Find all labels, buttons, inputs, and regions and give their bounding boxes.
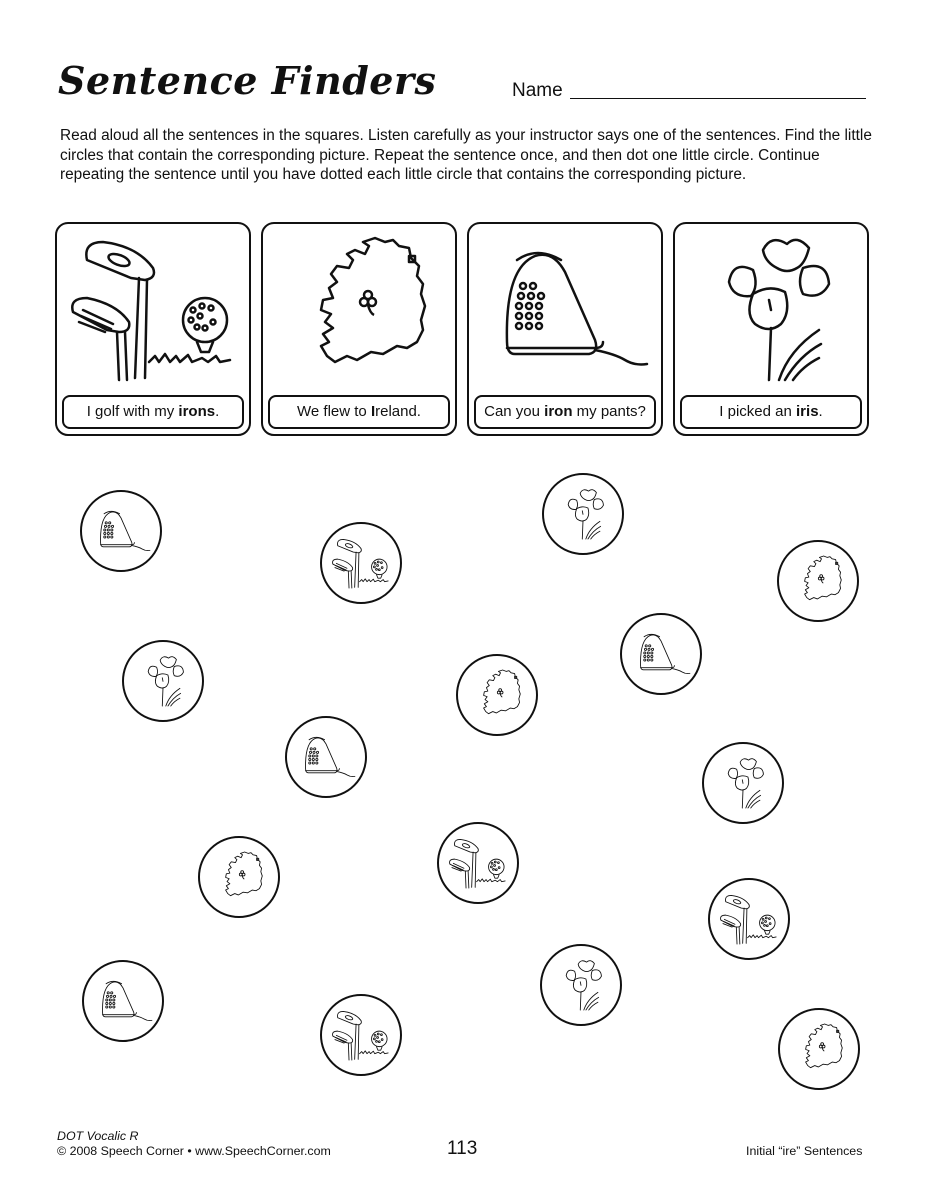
dot-circle[interactable] (80, 490, 162, 572)
dot-circle[interactable] (778, 1008, 860, 1090)
dot-circle[interactable] (198, 836, 280, 918)
ireland-map-icon (787, 550, 849, 612)
dot-circle[interactable] (320, 994, 402, 1076)
clothes-iron-icon (92, 970, 154, 1032)
name-field-line[interactable] (570, 98, 866, 99)
clothes-iron-icon (477, 230, 653, 388)
dot-circle[interactable] (122, 640, 204, 722)
copyright-text: © 2008 Speech Corner • www.SpeechCorner.com (57, 1144, 331, 1158)
ireland-map-icon (271, 230, 447, 388)
dot-circle[interactable] (456, 654, 538, 736)
card-ireland[interactable] (261, 222, 457, 436)
dot-circle[interactable] (702, 742, 784, 824)
name-label: Name (512, 80, 563, 101)
golf-irons-icon (447, 832, 509, 894)
dot-circle[interactable] (82, 960, 164, 1042)
dot-circle[interactable] (320, 522, 402, 604)
clothes-iron-icon (630, 623, 692, 685)
series-label: DOT Vocalic R (57, 1129, 139, 1143)
ireland-map-icon (788, 1018, 850, 1080)
card-caption: I golf with my irons. (62, 395, 244, 429)
instructions-text: Read aloud all the sentences in the squares. Listen carefully as your instructor says one of the sentences. Find the little circles that contain the corresponding picture. Repeat the sentence once, and then dot one little circle. Continue repeating the sentence until you have dotted each little circle that contains the corresponding picture. (60, 127, 872, 183)
iris-flower-icon (552, 483, 614, 545)
card-caption: We flew to Ireland. (268, 395, 450, 429)
card-iron[interactable] (467, 222, 663, 436)
golf-irons-icon (330, 1004, 392, 1066)
golf-irons-icon (330, 532, 392, 594)
page-title: Sentence Finders (58, 58, 437, 103)
page-number: 113 (447, 1138, 478, 1159)
footer-left (57, 1129, 331, 1159)
dot-circle[interactable] (540, 944, 622, 1026)
dot-circle[interactable] (437, 822, 519, 904)
golf-irons-icon (718, 888, 780, 950)
dot-circle[interactable] (620, 613, 702, 695)
topic-label: Initial “ire” Sentences (746, 1144, 863, 1158)
card-caption: Can you iron my pants? (474, 395, 656, 429)
iris-flower-icon (712, 752, 774, 814)
dot-circle[interactable] (708, 878, 790, 960)
iris-flower-icon (550, 954, 612, 1016)
dot-circle[interactable] (542, 473, 624, 555)
clothes-iron-icon (90, 500, 152, 562)
golf-irons-icon (65, 230, 241, 388)
card-caption: I picked an iris. (680, 395, 862, 429)
card-golf[interactable] (55, 222, 251, 436)
ireland-map-icon (208, 846, 270, 908)
iris-flower-icon (132, 650, 194, 712)
iris-flower-icon (683, 230, 859, 388)
clothes-iron-icon (295, 726, 357, 788)
card-iris[interactable] (673, 222, 869, 436)
dot-circle[interactable] (777, 540, 859, 622)
dot-circle[interactable] (285, 716, 367, 798)
ireland-map-icon (466, 664, 528, 726)
